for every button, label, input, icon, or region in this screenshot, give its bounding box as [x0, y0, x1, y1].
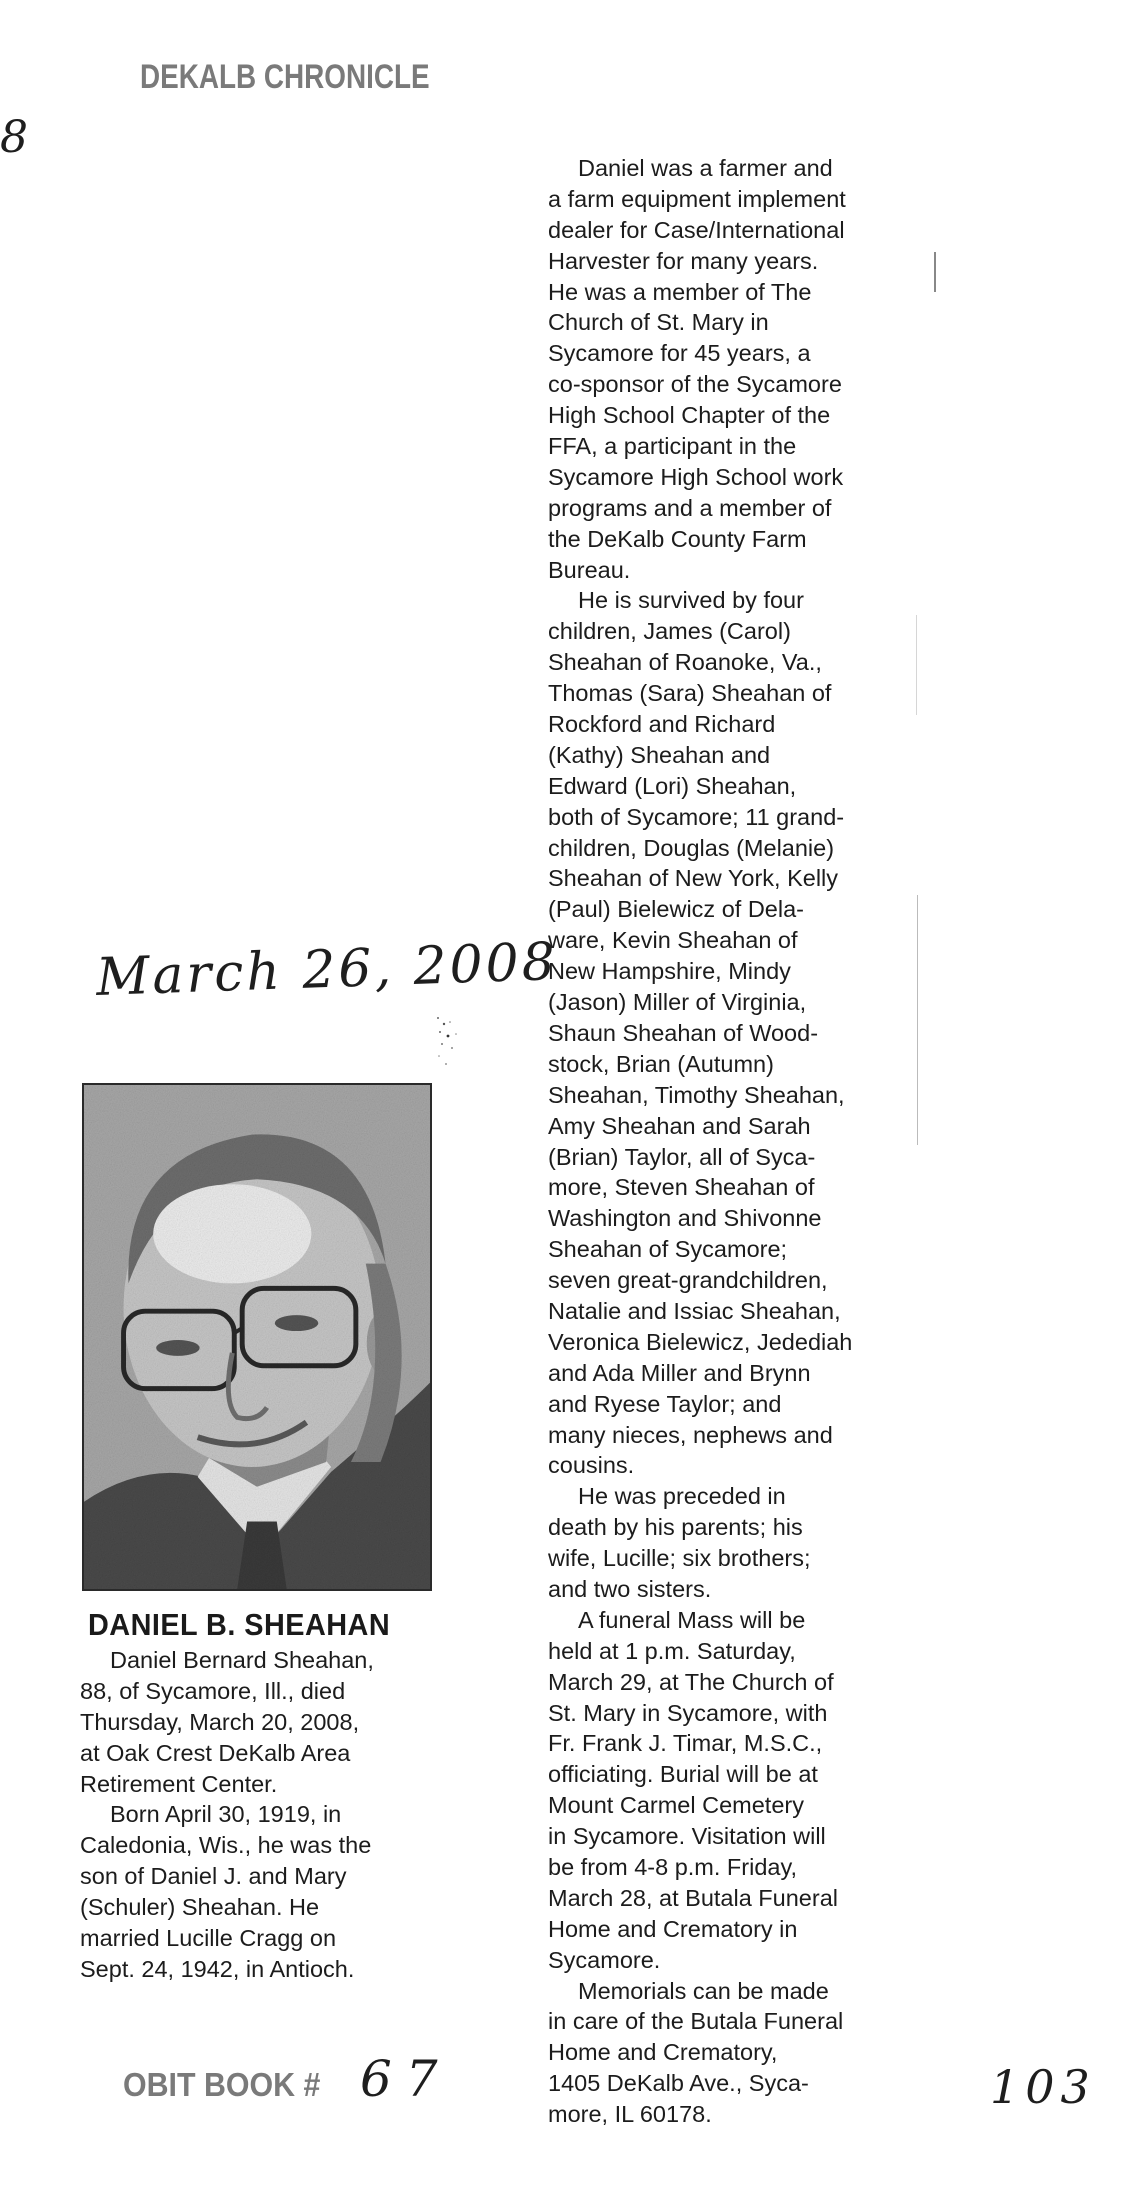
text-line: March 29, at The Church of [548, 1668, 834, 1695]
obituary-right-column [548, 153, 852, 2130]
text-line: co-sponsor of the Sycamore [548, 371, 842, 398]
text-line: (Jason) Miller of Virginia, [548, 989, 807, 1016]
text-line: Natalie and Issiac Sheahan, [548, 1297, 841, 1324]
obituary-headline: DANIEL B. SHEAHAN [88, 1607, 391, 1642]
text-line: Amy Sheahan and Sarah [548, 1112, 811, 1139]
portrait-photo [82, 1083, 432, 1591]
text-line: Born April 30, 1919, in [110, 1801, 342, 1828]
text-line: High School Chapter of the [548, 402, 831, 429]
text-line: (Brian) Taylor, all of Syca- [548, 1143, 816, 1170]
text-line: children, James (Carol) [548, 618, 791, 645]
text-line: seven great-grandchildren, [548, 1267, 828, 1294]
text-line: in care of the Butala Funeral [548, 2008, 844, 2035]
text-line: Daniel was a farmer and [578, 155, 833, 181]
handwritten-page-mark: 8 [0, 112, 28, 163]
text-line: Church of St. Mary in [548, 309, 769, 336]
obituary-left-column [80, 1645, 374, 1985]
text-line: Rockford and Richard [548, 711, 776, 738]
text-line: March 28, at Butala Funeral [548, 1884, 838, 1911]
text-line: more, Steven Sheahan of [548, 1174, 815, 1201]
text-line: and two sisters. [548, 1575, 712, 1602]
text-line: more, IL 60178. [548, 2101, 712, 2128]
text-line: Sept. 24, 1942, in Antioch. [80, 1955, 355, 1982]
text-line: Thomas (Sara) Sheahan of [548, 680, 832, 707]
text-line: stock, Brian (Autumn) [548, 1050, 774, 1077]
text-line: death by his parents; his [548, 1514, 803, 1541]
scan-edge-mark [917, 895, 918, 1145]
text-line: dealer for Case/International [548, 216, 845, 243]
text-line: married Lucille Cragg on [80, 1925, 337, 1952]
text-line: (Paul) Bielewicz of Dela- [548, 896, 804, 923]
text-line: (Kathy) Sheahan and [548, 741, 771, 768]
text-line: Retirement Center. [80, 1770, 278, 1797]
text-line: New Hampshire, Mindy [548, 958, 791, 985]
text-line: Shaun Sheahan of Wood- [548, 1019, 819, 1046]
text-line: children, Douglas (Melanie) [548, 834, 835, 861]
text-line: He was preceded in [578, 1483, 786, 1510]
text-line: St. Mary in Sycamore, with [548, 1699, 828, 1726]
text-line: Memorials can be made [578, 1977, 829, 2004]
scan-edge-mark [916, 615, 917, 715]
handwritten-book-number: 67 [360, 2050, 452, 2108]
text-line: FFA, a participant in the [548, 433, 797, 460]
text-line: Daniel Bernard Sheahan, [110, 1647, 374, 1673]
handwritten-date: March 26, 2008 [95, 931, 559, 1009]
text-line: Sycamore for 45 years, a [548, 340, 811, 367]
text-line: Sheahan of Roanoke, Va., [548, 649, 822, 676]
text-line: Mount Carmel Cemetery [548, 1792, 804, 1819]
text-line: the DeKalb County Farm [548, 525, 807, 552]
text-line: Caledonia, Wis., he was the [80, 1832, 372, 1859]
text-line: be from 4-8 p.m. Friday, [548, 1853, 797, 1880]
text-line: Sycamore High School work [548, 463, 844, 490]
text-line: Sheahan of Sycamore; [548, 1236, 788, 1263]
text-line: Thursday, March 20, 2008, [80, 1708, 360, 1735]
text-line: Washington and Shivonne [548, 1205, 822, 1232]
text-line: and Ada Miller and Brynn [548, 1359, 811, 1386]
text-line: and Ryese Taylor; and [548, 1390, 782, 1417]
text-line: 88, of Sycamore, Ill., died [80, 1677, 346, 1704]
handwritten-page-number: 103 [990, 2060, 1096, 2114]
scan-specks-decoration [430, 1012, 470, 1082]
text-line: both of Sycamore; 11 grand- [548, 803, 845, 830]
text-line: son of Daniel J. and Mary [80, 1863, 347, 1890]
text-line: Sycamore. [548, 1946, 661, 1973]
text-line: Harvester for many years. [548, 247, 819, 274]
text-line: held at 1 p.m. Saturday, [548, 1637, 796, 1664]
text-line: a farm equipment implement [548, 185, 846, 212]
text-line: Edward (Lori) Sheahan, [548, 772, 797, 799]
text-line: Home and Crematory, [548, 2039, 778, 2066]
text-line: programs and a member of [548, 494, 832, 521]
masthead-stamp: DEKALB CHRONICLE [140, 58, 430, 96]
text-line: 1405 DeKalb Ave., Syca- [548, 2070, 809, 2097]
text-line: Sheahan of New York, Kelly [548, 865, 839, 892]
text-line: Veronica Bielewicz, Jedediah [548, 1328, 853, 1355]
text-line: many nieces, nephews and [548, 1421, 833, 1448]
text-line: at Oak Crest DeKalb Area [80, 1739, 351, 1766]
text-line: A funeral Mass will be [578, 1606, 806, 1633]
text-line: in Sycamore. Visitation will [548, 1823, 826, 1850]
text-line: Sheahan, Timothy Sheahan, [548, 1081, 845, 1108]
text-line: Fr. Frank J. Timar, M.S.C., [548, 1730, 823, 1757]
text-line: officiating. Burial will be at [548, 1761, 818, 1788]
obit-book-stamp: OBIT BOOK # [123, 2066, 321, 2103]
text-line: cousins. [548, 1452, 635, 1479]
text-line: ware, Kevin Sheahan of [548, 927, 798, 954]
text-line: Home and Crematory in [548, 1915, 798, 1942]
text-line: wife, Lucille; six brothers; [548, 1545, 811, 1572]
scan-edge-mark [934, 252, 936, 292]
text-line: Bureau. [548, 556, 631, 583]
text-line: He was a member of The [548, 278, 812, 305]
portrait-photo-icon [84, 1085, 430, 1589]
text-line: (Schuler) Sheahan. He [80, 1894, 320, 1921]
text-line: He is survived by four [578, 587, 804, 614]
